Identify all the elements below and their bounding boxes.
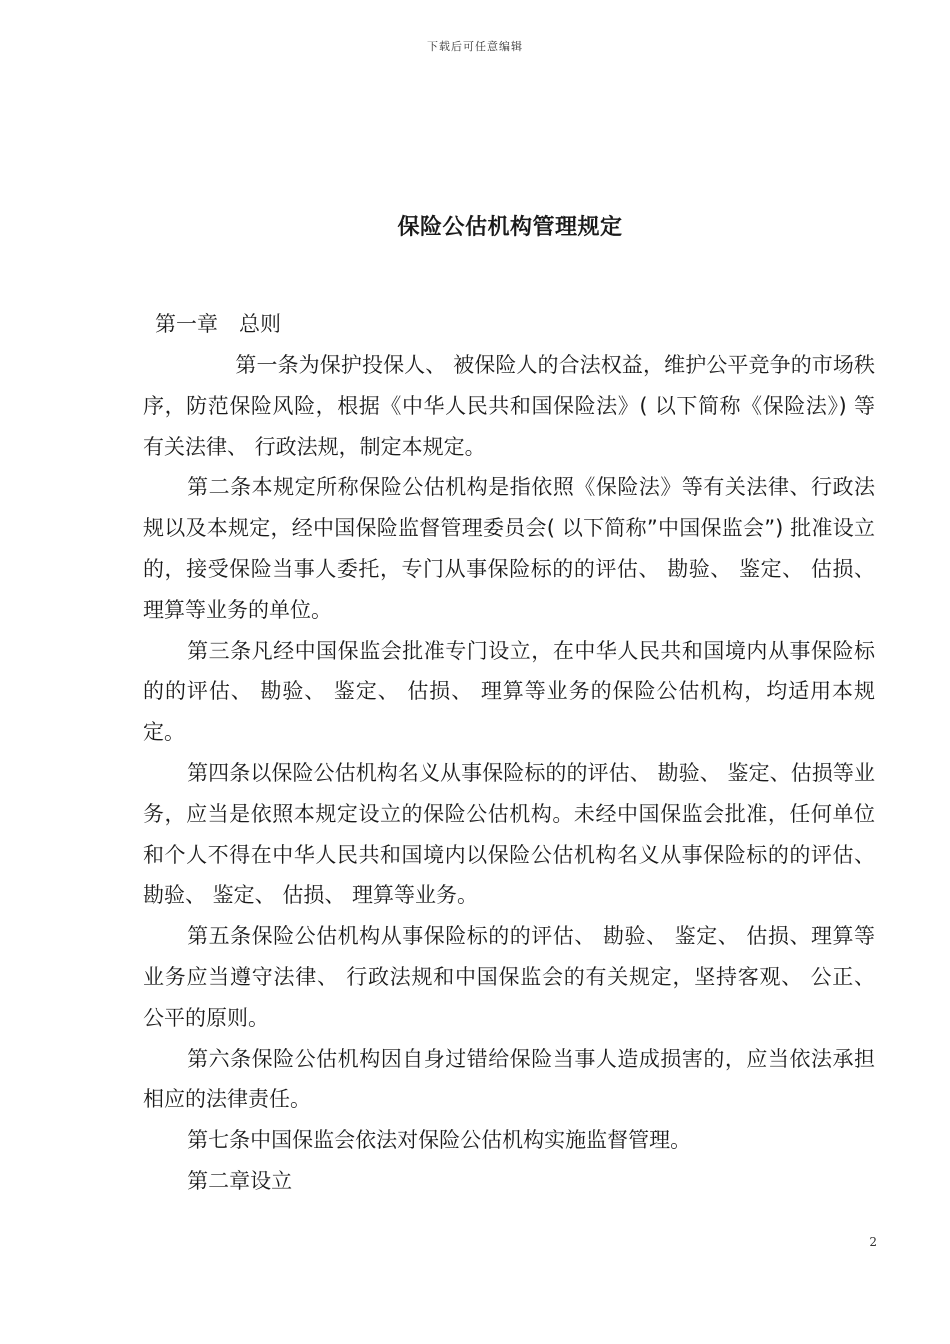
page-number: 2	[869, 1235, 877, 1249]
article-7: 第七条中国保监会依法对保险公估机构实施监督管理。	[187, 1128, 692, 1153]
article-3: 第三条凡经中国保监会批准专门设立，在中华人民共和国境内从事保险标的的评估、 勘验、 鉴定、 估损、 理算等业务的保险公估机构，均适用本规定。	[143, 638, 875, 745]
chapter-heading-two: 第二章设立	[187, 1168, 293, 1193]
article-5: 第五条保险公估机构从事保险标的的评估、 勘验、 鉴定、 估损、理算等业务应当遵守法律、 行政法规和中国保监会的有关规定，坚持客观、 公正、 公平的原则。	[143, 924, 875, 1030]
header-note: 下载后可任意编辑	[427, 40, 523, 53]
article-4: 第四条以保险公估机构名义从事保险标的的评估、 勘验、 鉴定、估损等业务，应当是依照本规定设立的保险公估机构。未经中国保监会批准，任何单位和个人不得在中华人民共和国境内以保险公估机构名义从事保险标的的评估、 勘验、 鉴定、 估损、 理算等业务。	[143, 760, 875, 908]
document-body	[143, 345, 875, 1202]
chapter-heading-one: 第一章 总则	[155, 312, 281, 336]
article-6: 第六条保险公估机构因自身过错给保险当事人造成损害的，应当依法承担相应的法律责任。	[143, 1046, 875, 1112]
article-2: 第二条本规定所称保险公估机构是指依照《保险法》等有关法律、行政法规以及本规定，经中国保险监督管理委员会( 以下简称”中国保监会”) 批准设立的，接受保险当事人委托，专门从事保险标的的评估、 勘验、 鉴定、 估损、 理算等业务的单位。	[143, 475, 875, 622]
document-title: 保险公估机构管理规定	[397, 215, 623, 240]
article-1: 第一条为保护投保人、 被保险人的合法权益，维护公平竞争的市场秩序，防范保险风险，根据《中华人民共和国保险法》( 以下简称《保险法》) 等有关法律、 行政法规，制定本规定。	[143, 353, 875, 459]
